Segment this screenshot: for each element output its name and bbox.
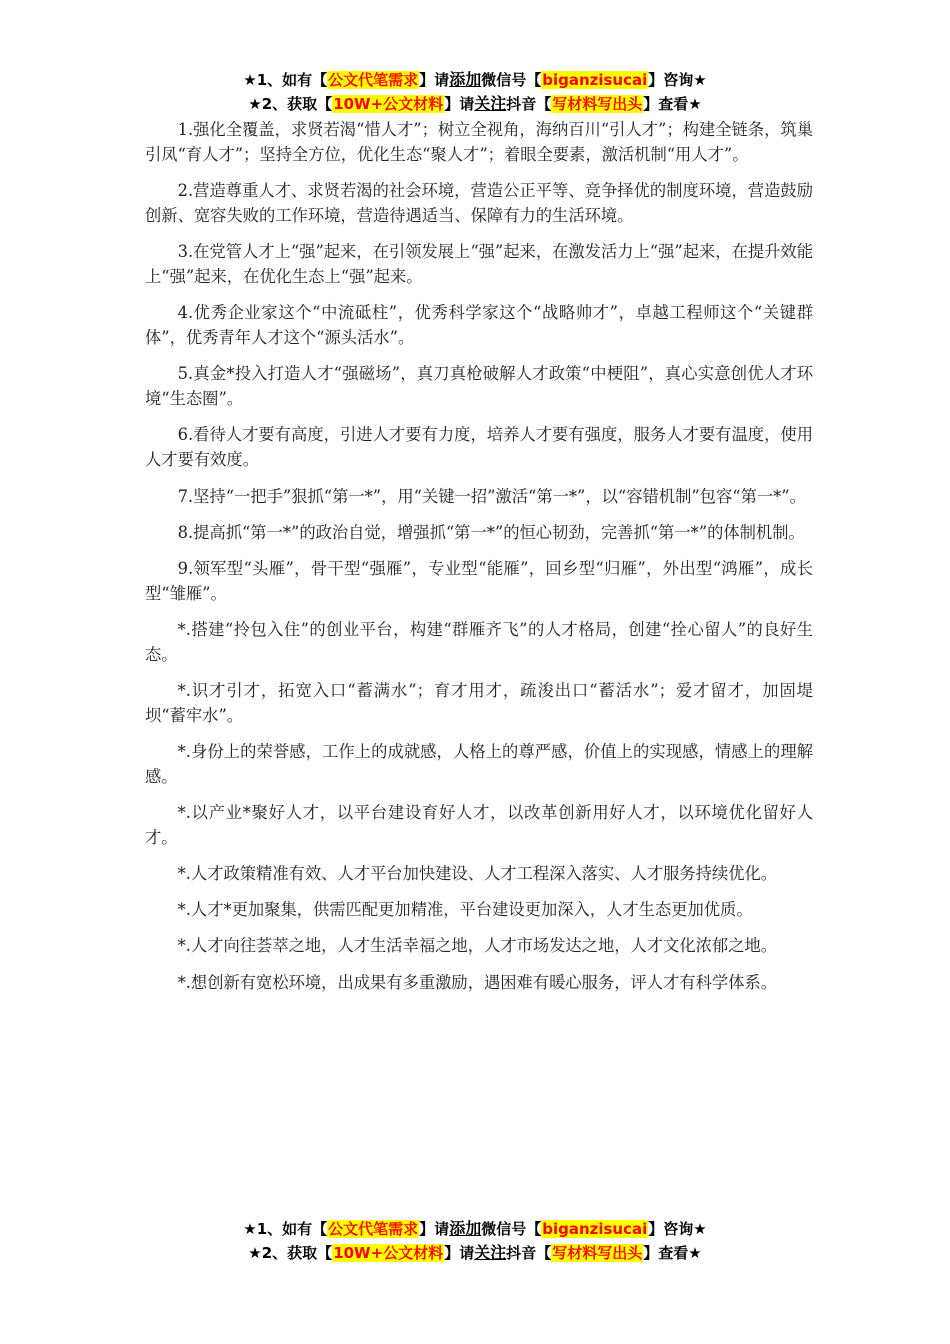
paragraph: *.以产业*聚好人才，以平台建设育好人才，以改革创新用好人才，以环境优化留好人才。	[145, 803, 813, 848]
banner-text: 】咨询★	[648, 71, 707, 89]
banner-text: 】查看★	[643, 95, 702, 113]
underlined-text: 关注	[474, 1243, 507, 1262]
banner-text: 】咨询★	[648, 1220, 707, 1238]
highlight-wechat-id: biganzisucai	[542, 1220, 648, 1238]
banner-line-2	[0, 1241, 950, 1265]
paragraph: 7.坚持“一把手”狠抓“第一*”，用“关键一招”激活“第一*”，以“容错机制”包容“第一*”。	[177, 486, 806, 506]
banner-text: 】请	[419, 1220, 450, 1238]
banner-text: 】请	[419, 71, 450, 89]
paragraph: 5.真金*投入打造人才“强磁场”，真刀真枪破解人才政策“中梗阻”，真心实意创优人才环境“生态圈”。	[145, 364, 813, 409]
paragraph: *.人才向往荟萃之地，人才生活幸福之地，人才市场发达之地，人才文化浓郁之地。	[177, 936, 778, 956]
highlight-materials: 10W+公文材料	[333, 1244, 444, 1262]
paragraph: 4.优秀企业家这个“中流砥柱”，优秀科学家这个“战略帅才”，卓越工程师这个“关键群体”，优秀青年人才这个“源头活水”。	[145, 303, 813, 348]
banner-line-2	[0, 92, 950, 116]
top-banner	[0, 68, 950, 116]
paragraph: 3.在党管人才上“强”起来，在引领发展上“强”起来，在激发活力上“强”起来，在提升效能上“强”起来，在优化生态上“强”起来。	[145, 242, 813, 287]
highlight-wechat-id: biganzisucai	[542, 71, 648, 89]
banner-text: 】请	[444, 1244, 475, 1262]
highlight-douyin-account: 写材料写出头	[552, 95, 643, 113]
paragraph: 9.领军型“头雁”，骨干型“强雁”，专业型“能雁”，回乡型“归雁”，外出型“鸿雁”，成长型“雏雁”。	[145, 558, 813, 603]
banner-text: 微信号【	[481, 71, 542, 89]
banner-text: ★1、如有【	[243, 1220, 328, 1238]
underlined-text: 添加	[449, 1219, 482, 1238]
paragraph: *.身份上的荣誉感，工作上的成就感，人格上的尊严感，价值上的实现感，情感上的理解感。	[145, 742, 813, 787]
banner-text: ★1、如有【	[243, 71, 328, 89]
paragraph: *.人才政策精准有效、人才平台加快建设、人才工程深入落实、人才服务持续优化。	[177, 864, 778, 884]
document-body	[145, 117, 813, 1006]
paragraph: 1.强化全覆盖，求贤若渴“惜人才”；树立全视角，海纳百川“引人才”；构建全链条，筑巢引凤“育人才”；坚持全方位，优化生态“聚人才”；着眼全要素，激活机制“用人才”。	[145, 120, 813, 164]
paragraph: 2.营造尊重人才、求贤若渴的社会环境，营造公正平等、竞争择优的制度环境，营造鼓励创新、宽容失败的工作环境，营造待遇适当、保障有力的生活环境。	[145, 181, 813, 226]
banner-text: 】请	[444, 95, 475, 113]
banner-text: 微信号【	[481, 1220, 542, 1238]
underlined-text: 关注	[474, 94, 507, 113]
banner-text: 抖音【	[506, 1244, 552, 1262]
highlight-service: 公文代笔需求	[328, 71, 419, 89]
paragraph: 6.看待人才要有高度，引进人才要有力度，培养人才要有强度，服务人才要有温度，使用人才要有效度。	[145, 425, 813, 470]
paragraph: *.人才*更加聚集，供需匹配更加精准，平台建设更加深入，人才生态更加优质。	[177, 900, 753, 920]
banner-text: ★2、获取【	[248, 1244, 333, 1262]
banner-line-1	[0, 68, 950, 92]
banner-text: ★2、获取【	[248, 95, 333, 113]
highlight-materials: 10W+公文材料	[333, 95, 444, 113]
banner-line-1	[0, 1217, 950, 1241]
paragraph: *.识才引才，拓宽入口“蓄满水”；育才用才，疏浚出口“蓄活水”；爱才留才，加固堤坝“蓄牢水”。	[145, 680, 813, 725]
paragraph: *.想创新有宽松环境，出成果有多重激励，遇困难有暖心服务，评人才有科学体系。	[177, 972, 778, 992]
paragraph: 8.提高抓“第一*”的政治自觉，增强抓“第一*”的恒心韧劲，完善抓“第一*”的体制机制。	[177, 522, 805, 542]
banner-text: 】查看★	[643, 1244, 702, 1262]
highlight-douyin-account: 写材料写出头	[552, 1244, 643, 1262]
banner-text: 抖音【	[506, 95, 552, 113]
paragraph: *.搭建“拎包入住”的创业平台，构建“群雁齐飞”的人才格局，创建“拴心留人”的良好生态。	[145, 619, 813, 664]
bottom-banner	[0, 1217, 950, 1265]
highlight-service: 公文代笔需求	[328, 1220, 419, 1238]
underlined-text: 添加	[449, 70, 482, 89]
